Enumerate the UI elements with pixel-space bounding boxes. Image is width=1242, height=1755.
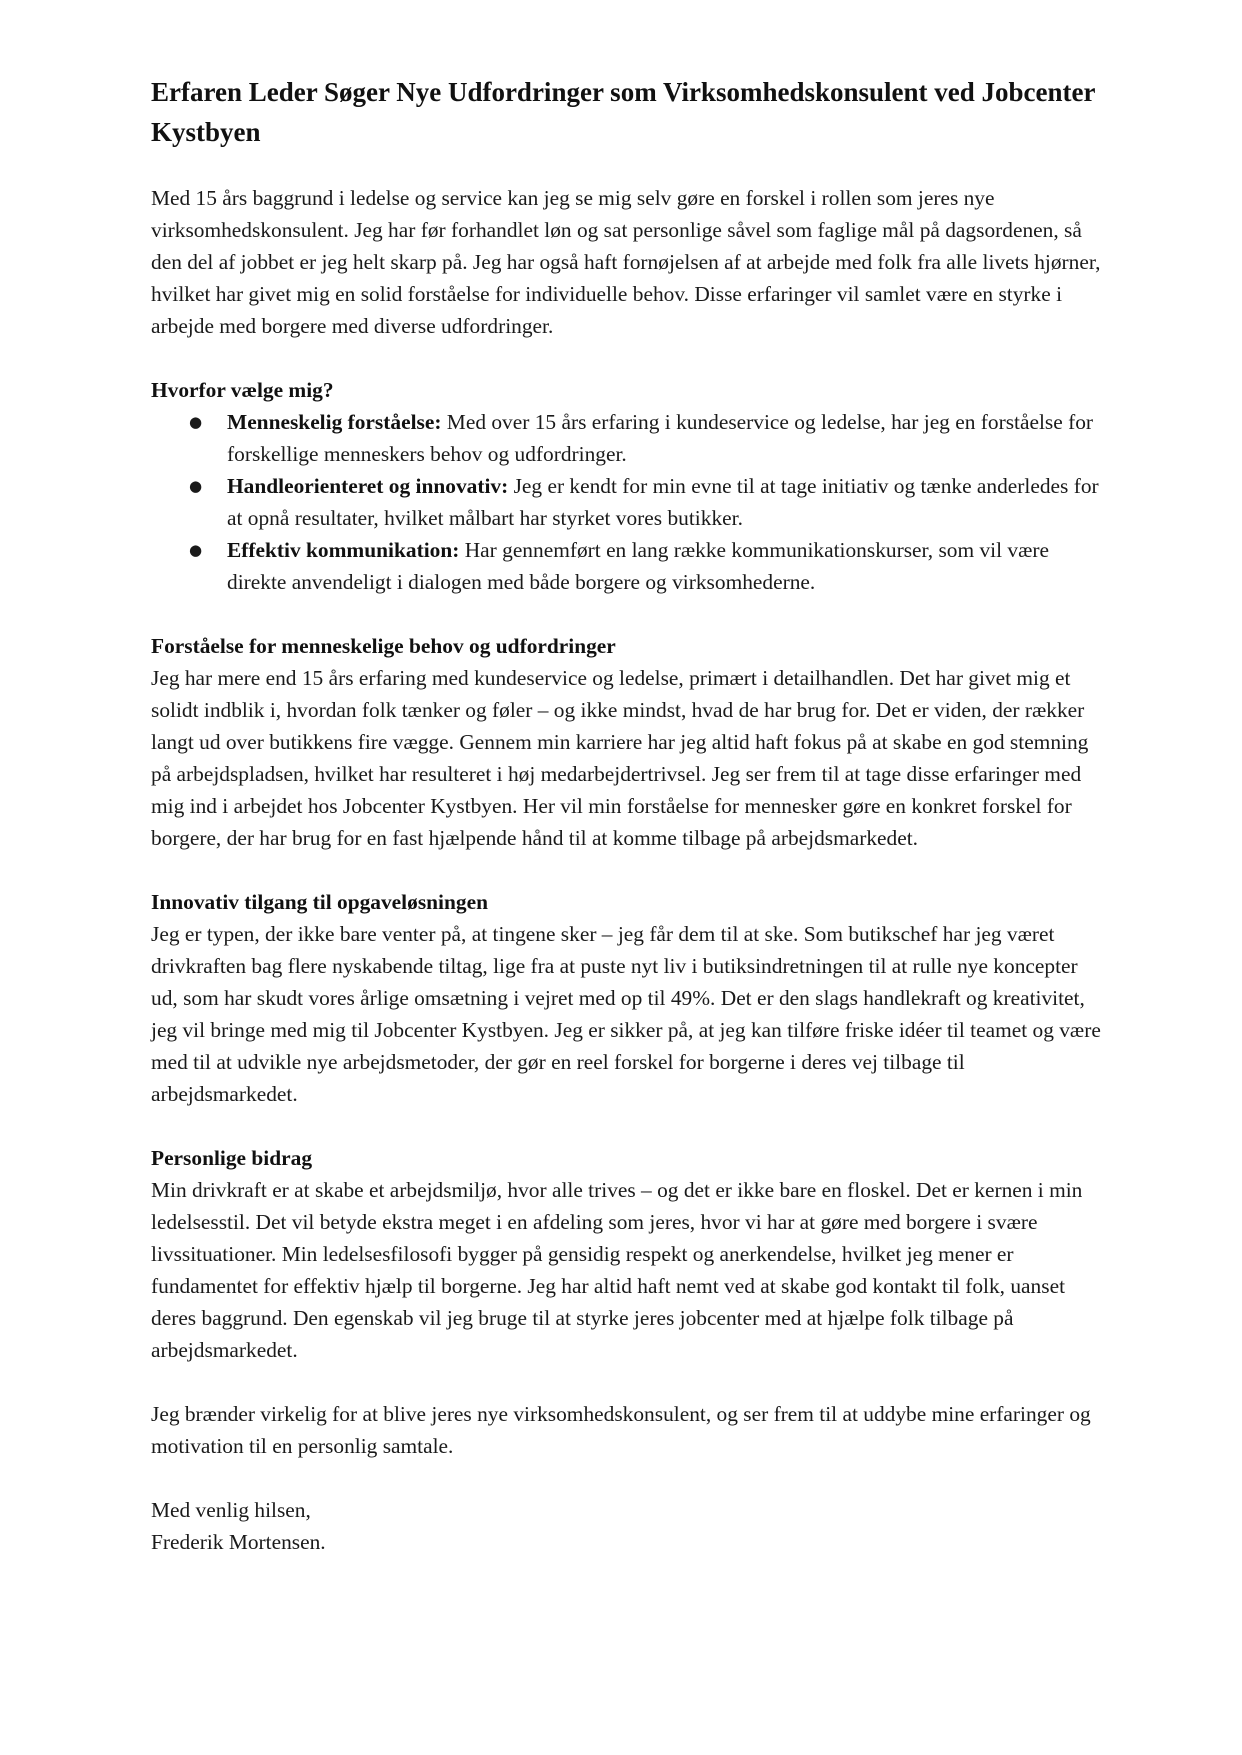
section-understanding <box>151 630 1101 854</box>
list-item-text: Med over 15 års erfaring i kundeservice og ledelse, har jeg en forståelse for forskellige menneskers behov og udfordringer. <box>227 410 1094 466</box>
section-innovation <box>151 886 1101 1110</box>
document-title: Erfaren Leder Søger Nye Udfordringer som Virksomhedskonsulent ved Jobcenter Kystbyen <box>151 77 1095 147</box>
signoff <box>151 1494 1101 1558</box>
document-page <box>151 72 1101 1558</box>
section-heading: Personlige bidrag <box>151 1146 313 1170</box>
list-item-label: Menneskelig forståelse: <box>227 410 442 434</box>
list-item <box>151 406 1101 470</box>
list-item <box>151 534 1101 598</box>
bullet-icon: ● <box>189 541 203 559</box>
section-body: Jeg har mere end 15 års erfaring med kundeservice og ledelse, primært i detailhandlen. Det har givet mig et solidt indblik i, hvordan folk tænker og føler – og ikke mindst, hvad de har brug for. Det er viden, der rækker langt ud over butikkens fire vægge. Gennem min karriere har jeg altid haft fokus på at skabe en god stemning på arbejdspladsen, hvilket har resulteret i høj medarbejdertrivsel. Jeg ser frem til at tage disse erfaringer med mig ind i arbejdet hos Jobcenter Kystbyen. Her vil min forståelse for mennesker gøre en konkret forskel for borgere, der har brug for en fast hjælpende hånd til at komme tilbage på arbejdsmarkedet. <box>151 666 1089 850</box>
signoff-greeting: Med venlig hilsen, <box>151 1498 311 1522</box>
why-section <box>151 374 1101 598</box>
why-heading: Hvorfor vælge mig? <box>151 378 334 402</box>
signoff-name: Frederik Mortensen. <box>151 1530 326 1554</box>
section-personal-contribution <box>151 1142 1101 1366</box>
why-list <box>151 406 1101 598</box>
list-item-text: Jeg er kendt for min evne til at tage initiativ og tænke anderledes for at opnå resultater, hvilket målbart har styrket vores butikker. <box>227 474 1099 530</box>
list-item-text: Har gennemført en lang række kommunikationskurser, som vil være direkte anvendeligt i dialogen med både borgere og virksomhederne. <box>227 538 1050 594</box>
closing-paragraph: Jeg brænder virkelig for at blive jeres nye virksomhedskonsulent, og ser frem til at uddybe mine erfaringer og motivation til en personlig samtale. <box>151 1402 1091 1458</box>
section-body: Min drivkraft er at skabe et arbejdsmiljø, hvor alle trives – og det er ikke bare en floskel. Det er kernen i min ledelsesstil. Det vil betyde ekstra meget i en afdeling som jeres, hvor vi har at gøre med borgere i svære livssituationer. Min ledelsesfilosofi bygger på gensidig respekt og anerkendelse, hvilket jeg mener er fundamentet for effektiv hjælp til borgerne. Jeg har altid haft nemt ved at skabe god kontakt til folk, uanset deres baggrund. Den egenskab vil jeg bruge til at styrke jeres jobcenter med at hjælpe folk tilbage på arbejdsmarkedet. <box>151 1178 1083 1362</box>
bullet-icon: ● <box>189 477 203 495</box>
list-item-label: Effektiv kommunikation: <box>227 538 460 562</box>
bullet-icon: ● <box>189 413 203 431</box>
list-item <box>151 470 1101 534</box>
list-item-label: Handleorienteret og innovativ: <box>227 474 509 498</box>
section-heading: Forståelse for menneskelige behov og udfordringer <box>151 634 616 658</box>
intro-paragraph: Med 15 års baggrund i ledelse og service kan jeg se mig selv gøre en forskel i rollen som jeres nye virksomhedskonsulent. Jeg har før forhandlet løn og sat personlige såvel som faglige mål på dagsordenen, så den del af jobbet er jeg helt skarp på. Jeg har også haft fornøjelsen af at arbejde med folk fra alle livets hjørner, hvilket har givet mig en solid forståelse for individuelle behov. Disse erfaringer vil samlet være en styrke i arbejde med borgere med diverse udfordringer. <box>151 186 1101 338</box>
section-body: Jeg er typen, der ikke bare venter på, at tingene sker – jeg får dem til at ske. Som butikschef har jeg været drivkraften bag flere nyskabende tiltag, lige fra at puste nyt liv i butiksindretningen til at rulle nye koncepter ud, som har skudt vores årlige omsætning i vejret med op til 49%. Det er den slags handlekraft og kreativitet, jeg vil bringe med mig til Jobcenter Kystbyen. Jeg er sikker på, at jeg kan tilføre friske idéer til teamet og være med til at udvikle nye arbejdsmetoder, der gør en reel forskel for borgerne i deres vej tilbage til arbejdsmarkedet. <box>151 922 1101 1106</box>
section-heading: Innovativ tilgang til opgaveløsningen <box>151 890 488 914</box>
